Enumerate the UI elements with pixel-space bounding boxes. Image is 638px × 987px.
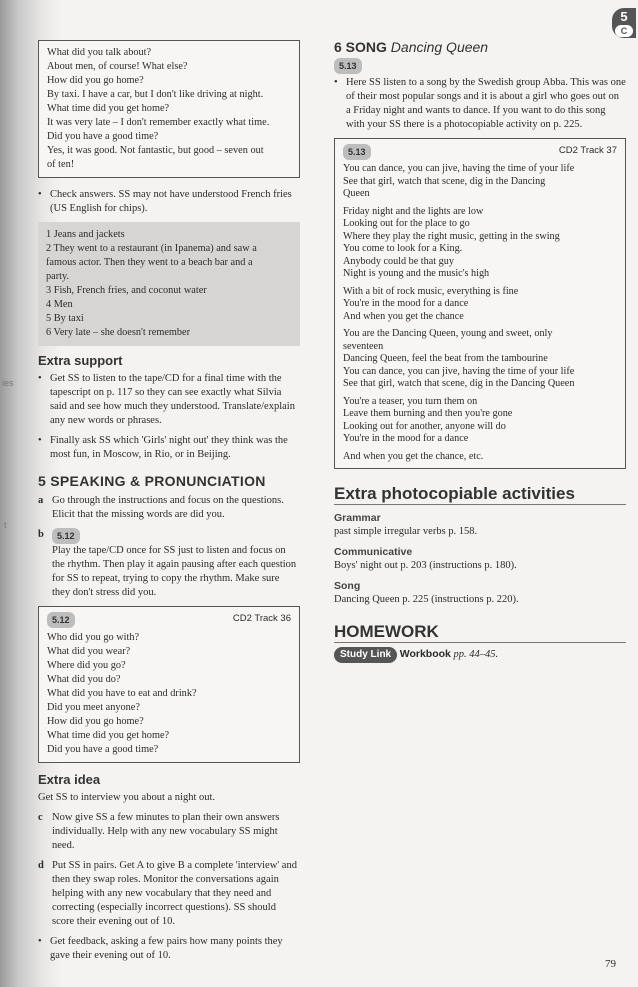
- dialogue-line: How did you go home?: [47, 75, 144, 86]
- lyric-line: seventeen: [343, 340, 384, 352]
- track-box-tag: 5.12: [47, 612, 75, 628]
- lyric-line: Anybody could be that guy: [343, 255, 454, 267]
- question-line: What did you have to eat and drink?: [47, 688, 197, 699]
- feedback-bullet: • Get feedback, asking a few pairs how many points they gave their evening out of 10.: [38, 935, 300, 963]
- lyric-line: See that girl, watch that scene, dig in the Dancing Queen: [343, 378, 575, 389]
- song-box-tag: 5.13: [343, 144, 371, 160]
- studylink-badge: Study Link: [334, 647, 397, 663]
- workbook-label: Workbook: [399, 648, 451, 660]
- dialogue-line: What time did you get home?: [47, 103, 170, 114]
- unit-letter: C: [615, 25, 633, 37]
- track-tag: 5.12: [52, 528, 80, 544]
- question-line: What did you wear?: [47, 646, 131, 657]
- lyric-line: Leave them burning and then you're gone: [343, 408, 513, 419]
- margin-note-1: ies: [2, 378, 14, 388]
- song-heading: [334, 40, 626, 54]
- step-b-label: b: [38, 529, 44, 540]
- lyric-line: With a bit of rock music, everything is fine: [343, 285, 519, 297]
- speaking-pronunciation-heading: 5 SPEAKING & PRONUNCIATION: [38, 473, 266, 489]
- question-line: How did you go home?: [47, 716, 144, 727]
- step-b: [38, 528, 300, 600]
- check-answers-bullet: • Check answers. SS may not have understood French fries (US English for chips).: [38, 188, 300, 216]
- dialogue-line: By taxi. I have a car, but I don't like driving at night.: [47, 89, 264, 100]
- song-sub-heading: Song: [334, 580, 361, 592]
- lyrics-stanza: [343, 328, 617, 391]
- question-line: Did you meet anyone?: [47, 702, 140, 713]
- track-box-512: [38, 606, 300, 763]
- lyric-line: Dancing Queen, feel the beat from the tambourine: [343, 353, 548, 364]
- lyric-line: And when you get the chance, etc.: [343, 450, 484, 462]
- lyric-line: Looking out for another, anyone will do: [343, 420, 506, 432]
- song-box-track: CD2 Track 37: [558, 145, 617, 156]
- left-column: [38, 40, 300, 969]
- song-title: Dancing Queen: [390, 39, 489, 55]
- homework-line: [334, 647, 626, 663]
- step-b-text: Play the tape/CD once for SS just to listen and focus on the rhythm. Then play it again pausing after each question for SS to repeat, trying to copy the rhythm. Make sure they don't stress did you.: [52, 545, 297, 598]
- unit-badge: [612, 8, 636, 38]
- lyric-line: You're a teaser, you turn them on: [343, 395, 478, 407]
- step-d-text: Put SS in pairs. Get A to give B a complete 'interview' and then they swap roles. Monitor the conversations again helping with any new vocabulary that they need and correcting (especially incorrect questions). SS should score their evening out of 10.: [52, 860, 297, 927]
- lyric-line: You're in the mood for a dance: [343, 298, 469, 309]
- unit-number: 5: [620, 9, 628, 24]
- step-d-label: d: [38, 860, 44, 871]
- lyrics-stanza: [343, 206, 617, 281]
- question-line: What time did you get home?: [47, 730, 170, 741]
- answer-line: 3 Fish, French fries, and coconut water: [46, 285, 207, 296]
- lyrics-stanza: [343, 396, 617, 446]
- lyric-line: You are the Dancing Queen, young and sweet, only: [343, 328, 553, 339]
- lyric-line: You're in the mood for a dance: [343, 433, 469, 444]
- answer-line: 1 Jeans and jackets: [46, 229, 125, 240]
- lyric-line: Queen: [343, 188, 370, 199]
- song-intro: • Here SS listen to a song by the Swedish group Abba. This was one of their most popular songs and it is about a girl who goes out on a Friday night and wants to dance. If you want to do this song with your SS there is a photocopiable activity on p. 225.: [334, 76, 626, 132]
- step-c-text: Now give SS a few minutes to plan their own answers individually. Help with any new vocabulary SS might need.: [52, 812, 280, 851]
- extra-photocopiable-heading: Extra photocopiable activities: [334, 487, 626, 505]
- lyric-line: And when you get the chance: [343, 310, 464, 322]
- dialogue-line: About men, of course! What else?: [47, 61, 188, 72]
- answer-line: famous actor. Then they went to a beach bar and a: [46, 257, 253, 268]
- margin-note-2: t: [4, 520, 7, 530]
- grammar-text: past simple irregular verbs p. 158.: [334, 526, 478, 537]
- lyrics-stanza: [343, 286, 617, 324]
- step-c: [38, 811, 300, 853]
- step-a-label: a: [38, 495, 44, 506]
- question-line: What did you do?: [47, 674, 121, 685]
- song-lyrics-box: [334, 138, 626, 469]
- step-c-label: c: [38, 812, 43, 823]
- track-box-track: CD2 Track 36: [232, 613, 291, 624]
- dialogue-box: [38, 40, 300, 178]
- song-section-number: 6 SONG: [334, 39, 387, 55]
- extra-idea-heading: Extra idea: [38, 772, 101, 787]
- dialogue-line: Did you have a good time?: [47, 131, 159, 142]
- extra-support-heading: Extra support: [38, 353, 123, 368]
- communicative-text: Boys' night out p. 203 (instructions p. 180).: [334, 560, 517, 571]
- question-line: Did you have a good time?: [47, 744, 159, 755]
- answer-line: 6 Very late – she doesn't remember: [46, 327, 191, 338]
- answer-line: party.: [46, 271, 70, 282]
- workbook-pages: pp. 44–45.: [453, 649, 499, 660]
- lyric-line: You come to look for a King.: [343, 243, 463, 254]
- answer-line: 4 Men: [46, 299, 73, 310]
- grammar-heading: Grammar: [334, 512, 381, 524]
- step-a-text: Go through the instructions and focus on the questions. Elicit that the missing words are did you.: [52, 495, 284, 520]
- page-number: 79: [605, 958, 616, 970]
- answers-box: [38, 222, 300, 346]
- dialogue-line: of ten!: [47, 159, 75, 170]
- step-a: [38, 494, 300, 522]
- lyrics-stanza: [343, 451, 617, 464]
- dialogue-line: Yes, it was good. Not fantastic, but good – seven out: [47, 145, 264, 156]
- lyrics-stanza: [343, 163, 617, 201]
- extra-support-bullet-2: • Finally ask SS which 'Girls' night out' they think was the most fun, in Moscow, in Rio, or in Beijing.: [38, 434, 300, 462]
- answer-line: 5 By taxi: [46, 313, 84, 324]
- song-sub-text: Dancing Queen p. 225 (instructions p. 220).: [334, 594, 519, 605]
- extra-idea-text: Get SS to interview you about a night out.: [38, 792, 216, 803]
- lyric-line: Where they play the right music, getting in the swing: [343, 230, 560, 242]
- right-column: [334, 40, 626, 663]
- dialogue-line: It was very late – I don't remember exactly what time.: [47, 117, 270, 128]
- question-line: Who did you go with?: [47, 632, 140, 643]
- extra-support-bullet-1: • Get SS to listen to the tape/CD for a final time with the tapescript on p. 117 so they can see exactly what Silvia said and see how much they understood. Translate/explain any new words or phrases.: [38, 372, 300, 428]
- question-line: Where did you go?: [47, 660, 126, 671]
- lyric-line: Night is young and the music's high: [343, 268, 490, 279]
- lyric-line: Looking out for the place to go: [343, 218, 470, 229]
- step-d: [38, 859, 300, 929]
- lyric-line: You can dance, you can jive, having the time of your life: [343, 365, 575, 377]
- homework-heading: HOMEWORK: [334, 625, 626, 643]
- dialogue-line: What did you talk about?: [47, 47, 152, 58]
- lyric-line: Friday night and the lights are low: [343, 205, 484, 217]
- answer-line: 2 They went to a restaurant (in Ipanema) and saw a: [46, 243, 257, 254]
- song-tag: 5.13: [334, 58, 362, 74]
- communicative-heading: Communicative: [334, 546, 413, 558]
- lyric-line: See that girl, watch that scene, dig in the Dancing: [343, 175, 546, 187]
- lyric-line: You can dance, you can jive, having the time of your life: [343, 163, 575, 174]
